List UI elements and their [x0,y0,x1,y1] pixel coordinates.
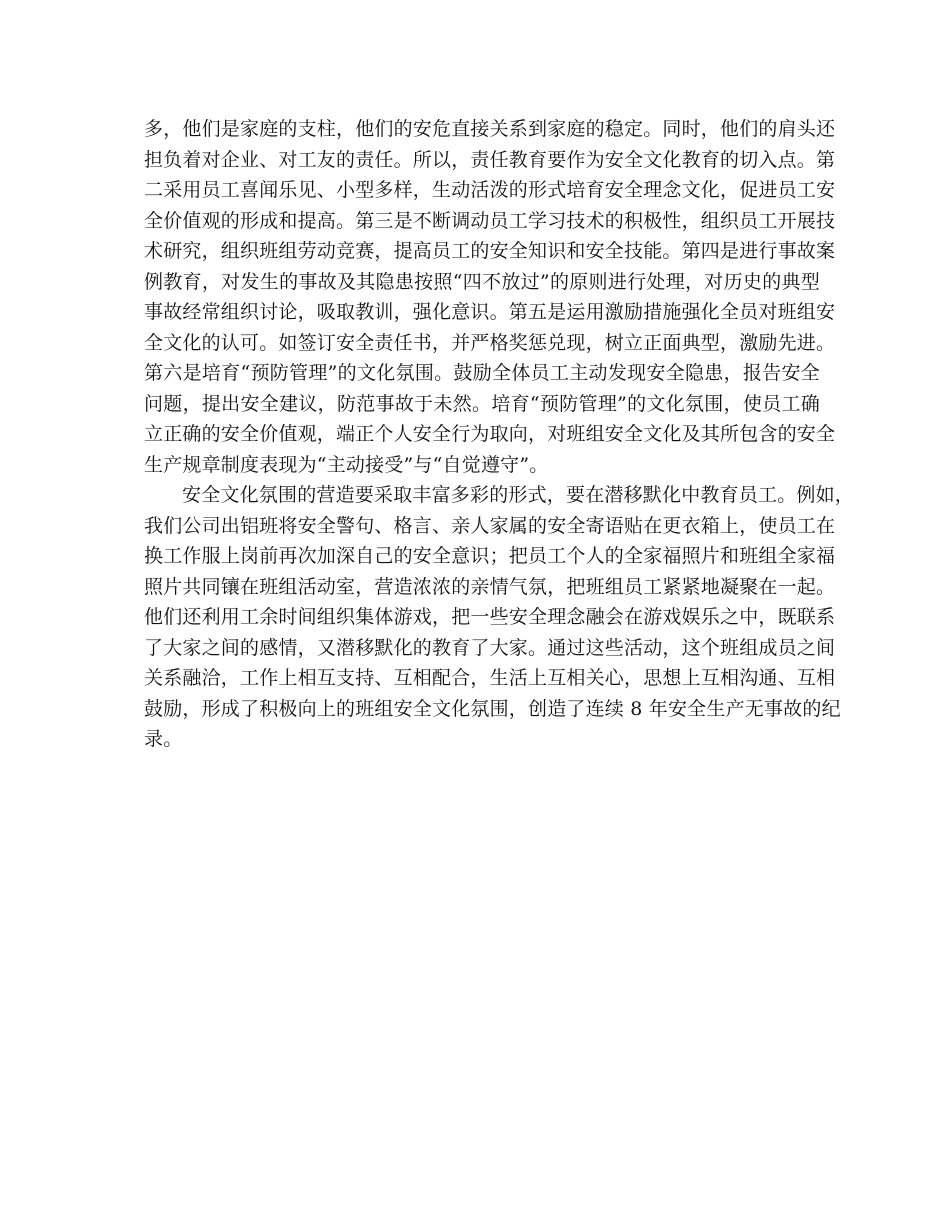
text-line: 我们公司出铝班将安全警句、格言、亲人家属的安全寄语贴在更衣箱上，使员工在 [144,514,836,537]
text-line: 录。 [144,728,183,750]
text-line: 担负着对企业、对工友的责任。所以，责任教育要作为安全文化教育的切入点。第 [144,148,836,171]
text-line: 术研究，组织班组劳动竞赛，提高员工的安全知识和安全技能。第四是进行事故案 [144,240,836,262]
text-line: 生产规章制度表现为“主动接受”与“自觉遵守”。 [144,453,549,476]
text-line: 了大家之间的感情，又潜移默化的教育了大家。通过这些活动，这个班组成员之间 [144,636,836,659]
text-line: 多，他们是家庭的支柱，他们的安危直接关系到家庭的稳定。同时，他们的肩头还 [144,118,836,140]
text-line: 问题，提出安全建议，防范事故于未然。培育“预防管理”的文化氛围，使员工确 [144,392,820,415]
text-line: 全文化的认可。如签订安全责任书，并严格奖惩兑现，树立正面典型，激励先进。 [144,331,836,354]
text-line: 鼓励，形成了积极向上的班组安全文化氛围，创造了连续 8 年安全生产无事故的纪 [144,697,841,720]
paragraph-2 [144,480,855,755]
document-body [144,114,855,755]
text-line: 照片共同镶在班组活动室，营造浓浓的亲情气氛，把班组员工紧紧地凝聚在一起。 [144,575,836,598]
text-line: 立正确的安全价值观，端正个人安全行为取向，对班组安全文化及其所包含的安全 [144,423,836,445]
text-line: 关系融洽，工作上相互支持、互相配合，生活上互相关心，思想上互相沟通、互相 [144,667,836,689]
text-line: 例教育，对发生的事故及其隐患按照“四不放过”的原则进行处理，对历史的典型 [144,270,820,293]
text-line: 事故经常组织讨论，吸取教训，强化意识。第五是运用激励措施强化全员对班组安 [144,301,836,323]
text-line: 二采用员工喜闻乐见、小型多样，生动活泼的形式培育安全理念文化，促进员工安 [144,179,836,201]
text-line: 他们还利用工余时间组织集体游戏，把一些安全理念融会在游戏娱乐之中，既联系 [144,606,836,628]
text-line: 全价值观的形成和提高。第三是不断调动员工学习技术的积极性，组织员工开展技 [144,209,836,232]
paragraph-1 [144,114,836,480]
text-line: 安全文化氛围的营造要采取丰富多彩的形式，要在潜移默化中教育员工。例如， [182,484,855,506]
text-line: 换工作服上岗前再次加深自己的安全意识；把员工个人的全家福照片和班组全家福 [144,545,836,567]
text-line: 第六是培育“预防管理”的文化氛围。鼓励全体员工主动发现安全隐患，报告安全 [144,362,820,384]
